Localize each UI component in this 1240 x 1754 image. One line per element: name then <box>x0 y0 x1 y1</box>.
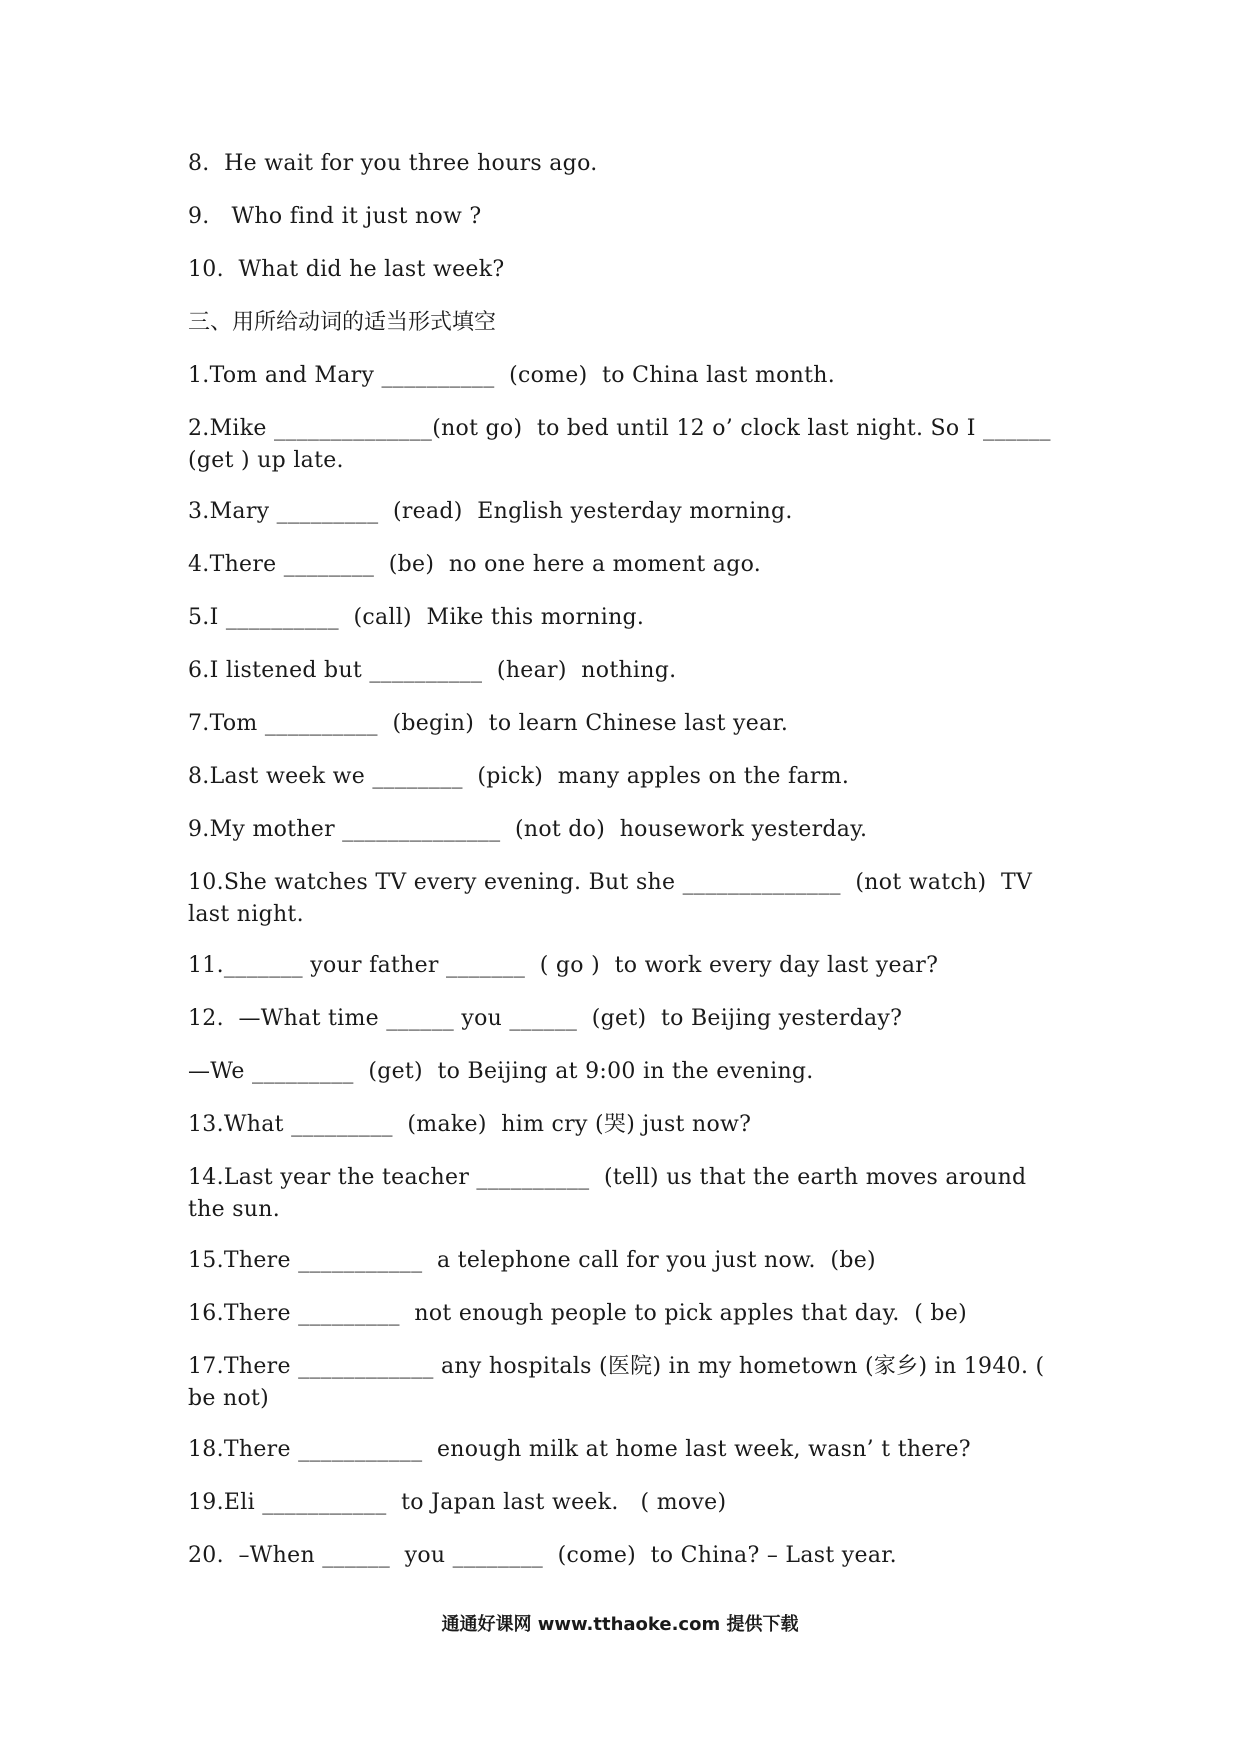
question-3-5: 5.I __________ (call) Mike this morning. <box>188 605 645 630</box>
question-3-20: 20. –When ______ you ________ (come) to China? – Last year. <box>188 1543 897 1568</box>
question-2-10: 10. What did he last week? <box>188 257 505 282</box>
question-3-17: 17.There ____________ any hospitals (医院) in my hometown (家乡) in 1940. ( be not) <box>188 1354 1052 1411</box>
question-3-8: 8.Last week we ________ (pick) many apples on the farm. <box>188 764 850 789</box>
question-3-16: 16.There _________ not enough people to pick apples that day. ( be) <box>188 1301 968 1326</box>
question-3-9: 9.My mother ______________ (not do) housework yesterday. <box>188 817 868 842</box>
question-3-11: 11._______ your father _______ ( go ) to work every day last year? <box>188 953 939 978</box>
question-2-9: 9. Who find it just now ? <box>188 204 482 229</box>
question-3-13: 13.What _________ (make) him cry (哭) just now? <box>188 1112 752 1137</box>
section-3-title: 三、用所给动词的适当形式填空 <box>188 310 497 335</box>
question-3-15: 15.There ___________ a telephone call for you just now. (be) <box>188 1248 876 1273</box>
question-3-10: 10.She watches TV every evening. But she ______________ (not watch) TV last night. <box>188 870 1040 927</box>
question-3-4: 4.There ________ (be) no one here a moment ago. <box>188 552 762 577</box>
question-3-2: 2.Mike ______________(not go) to bed until 12 o’ clock last night. So I ______ (get ) up late. <box>188 416 1066 473</box>
question-3-1: 1.Tom and Mary __________ (come) to China last month. <box>188 363 836 388</box>
question-3-6: 6.I listened but __________ (hear) nothing. <box>188 658 677 683</box>
question-3-14: 14.Last year the teacher __________ (tell) us that the earth moves around the sun. <box>188 1165 1034 1222</box>
question-3-7: 7.Tom __________ (begin) to learn Chinese last year. <box>188 711 789 736</box>
question-2-8: 8. He wait for you three hours ago. <box>188 151 598 176</box>
question-3-19: 19.Eli ___________ to Japan last week. ( move) <box>188 1490 727 1515</box>
page-footer: 通通好课网 www.tthaoke.com 提供下载 <box>441 1614 799 1635</box>
worksheet-content <box>188 148 1068 1593</box>
question-3-3: 3.Mary _________ (read) English yesterday morning. <box>188 499 793 524</box>
question-3-12: 12. —What time ______ you ______ (get) to Beijing yesterday? <box>188 1006 903 1031</box>
question-3-18: 18.There ___________ enough milk at home last week, wasn’ t there? <box>188 1437 971 1462</box>
question-3-12-answer: —We _________ (get) to Beijing at 9:00 in the evening. <box>188 1059 814 1084</box>
